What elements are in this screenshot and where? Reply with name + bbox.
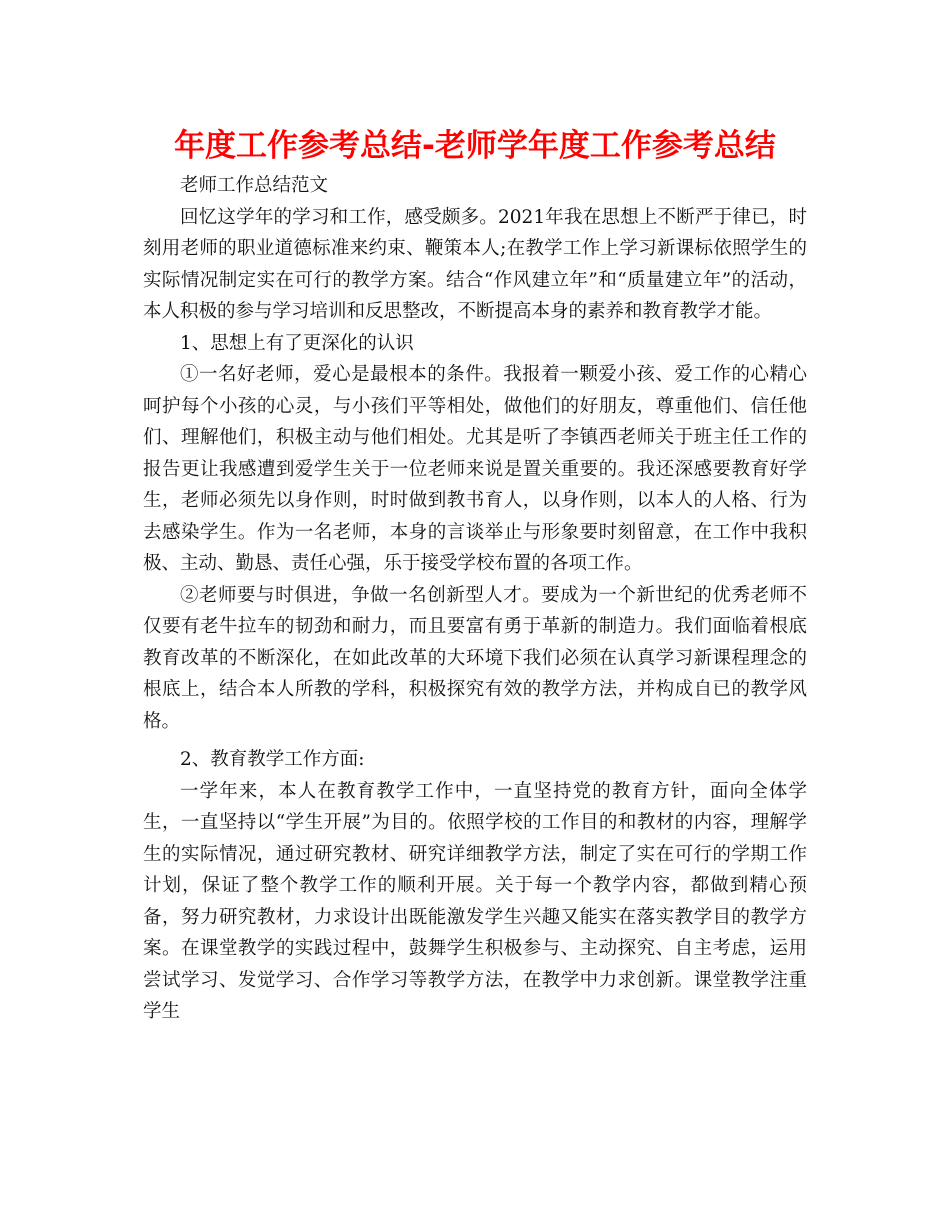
section-heading-1: 1、思想上有了更深化的认识 — [180, 332, 414, 354]
paragraph-teaching: 一学年来，本人在教育教学工作中，一直坚持党的教育方针，面向全体学生，一直坚持以“学生开展”为目的。依照学校的工作目的和教材的内容，理解学生的实际情况，通过研究教材、研究详细教学方法，制定了实在可行的学期工作计划，保证了整个教学工作的顺利开展。关于每一个教学内容，都做到精心预备，努力研究教材，力求设计出既能激发学生兴趣又能实在落实教学目的教学方案。在课堂教学的实践过程中，鼓舞学生积极参与、主动探究、自主考虑，运用尝试学习、发觉学习、合作学习等教学方法，在教学中力求创新。课堂教学注重学生 — [143, 780, 807, 1022]
paragraph-innovation: ②老师要与时俱进，争做一名创新型人才。要成为一个新世纪的优秀老师不仅要有老牛拉车的韧劲和耐力，而且要富有勇于革新的制造力。我们面临着根底教育改革的不断深化，在如此改革的大环境下我们必须在认真学习新课程理念的根底上，结合本人所教的学科，积极探究有效的教学方法，并构成自已的教学风格。 — [143, 584, 807, 732]
section-heading-2: 2、教育教学工作方面: — [180, 749, 365, 770]
document-title: 年度工作参考总结-老师学年度工作参考总结 — [174, 128, 776, 164]
paragraph-intro: 回忆这学年的学习和工作，感受颇多。2021年我在思想上不断严于律已，时刻用老师的职业道德标准来约束、鞭策本人;在教学工作上学习新课标依照学生的实际情况制定实在可行的教学方案。结合“作风建立年”和“质量建立年”的活动，本人积极的参与学习培训和反思整改，不断提高本身的素养和教育教学才能。 — [143, 206, 807, 322]
document-body — [143, 170, 807, 1028]
document-subtitle: 老师工作总结范文 — [180, 175, 329, 196]
paragraph-love: ①一名好老师，爱心是最根本的条件。我报着一颗爱小孩、爱工作的心精心呵护每个小孩的心灵，与小孩们平等相处，做他们的好朋友，尊重他们、信任他们、理解他们，积极主动与他们相处。尤其是听了李镇西老师关于班主任工作的报告更让我感遭到爱学生关于一位老师来说是置关重要的。我还深感要教育好学生，老师必须先以身作则，时时做到教书育人，以身作则，以本人的人格、行为去感染学生。作为一名老师，本身的言谈举止与形象要时刻留意，在工作中我积极、主动、勤恳、责任心强，乐于接受学校布置的各项工作。 — [143, 364, 807, 574]
